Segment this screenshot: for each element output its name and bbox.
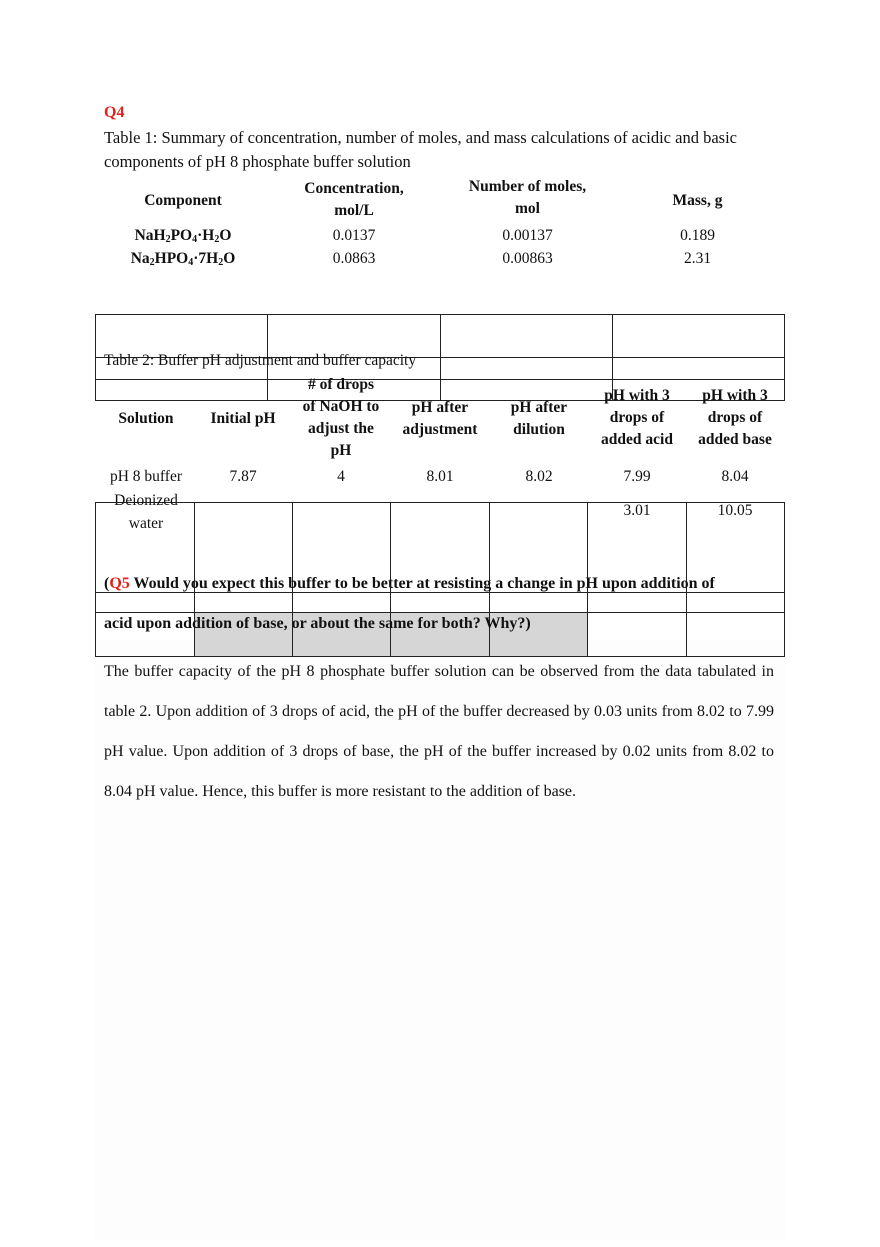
t1-row1-component: $NaH_2PO_4\cdot H_2O$ [134, 227, 232, 245]
t2-row1-ph-after-adjustment: 8.01 [426, 468, 454, 485]
t1-row1-moles: 0.00137 [502, 227, 553, 244]
t2-row1-initial-ph: 7.87 [229, 468, 257, 485]
t2-header-ph-after-adjustment: pH after adjustment [402, 399, 478, 438]
t2-row1-ph-after-dilution: 8.02 [525, 468, 553, 485]
t2-row1-drops: 4 [337, 468, 345, 485]
t2-row2-ph-base: 10.05 [717, 502, 753, 519]
t1-header-mass: Mass, g [672, 192, 723, 209]
t2-row1-solution: pH 8 buffer [109, 468, 183, 485]
t2-row1-ph-base: 8.04 [721, 468, 749, 485]
t2-header-ph-acid: pH with 3 drops of added acid [601, 387, 673, 448]
grid-line [784, 502, 785, 656]
q5-question-line2: acid upon addition of base, or about the same for both? Why?) [104, 615, 531, 632]
t2-header-solution: Solution [118, 410, 174, 427]
t2-header-ph-after-dilution: pH after dilution [510, 399, 568, 438]
table2-caption: Table 2: Buffer pH adjustment and buffer capacity [104, 352, 417, 369]
q5-label: Q5 [109, 575, 130, 592]
answer-paragraph: The buffer capacity of the pH 8 phosphate buffer solution can be observed from the data tabulated in table 2. Upon addition of 3 drops of acid, the pH of the buffer decreased by 0.03 units from 8.02 to 7.99 pH value. Upon addition of 3 drops of base, the pH of the buffer increased by 0.02 units from 8.02 to 8.04 pH value. Hence, this buffer is more resistant to the addition of base. [104, 663, 774, 800]
q5-question-line1: (Q5 Would you expect this buffer to be better at resisting a change in pH upon addition of [104, 575, 715, 592]
t1-row2-concentration: 0.0863 [332, 250, 376, 267]
t2-header-initial-ph: Initial pH [210, 410, 276, 427]
t2-header-drops: # of drops of NaOH to adjust the pH [302, 376, 380, 459]
grid-line [95, 314, 96, 400]
grid-line [440, 314, 441, 400]
t1-row2-moles: 0.00863 [502, 250, 553, 267]
t1-header-component: Component [144, 192, 222, 209]
q4-label: Q4 [104, 104, 125, 121]
t2-row2-ph-acid: 3.01 [623, 502, 651, 519]
t2-header-ph-base: pH with 3 drops of added base [698, 387, 772, 448]
t1-row2-mass: 2.31 [683, 250, 712, 267]
grid-line [784, 314, 785, 400]
t1-header-concentration: Concentration, mol/L [304, 180, 404, 219]
t1-row1-mass: 0.189 [680, 227, 715, 244]
t1-row2-component: $Na_2HPO_4\cdot 7H_2O$ [130, 250, 236, 268]
grid-line [95, 612, 785, 613]
table1-caption: Table 1: Summary of concentration, number of moles, and mass calculations of acidic and basic components of pH 8 phosphate buffer solution [104, 128, 737, 171]
t1-header-moles: Number of moles, mol [468, 178, 587, 217]
t2-row2-solution: Deionized water [114, 492, 178, 532]
t1-row1-concentration: 0.0137 [332, 227, 376, 244]
t2-row1-ph-acid: 7.99 [623, 468, 651, 485]
